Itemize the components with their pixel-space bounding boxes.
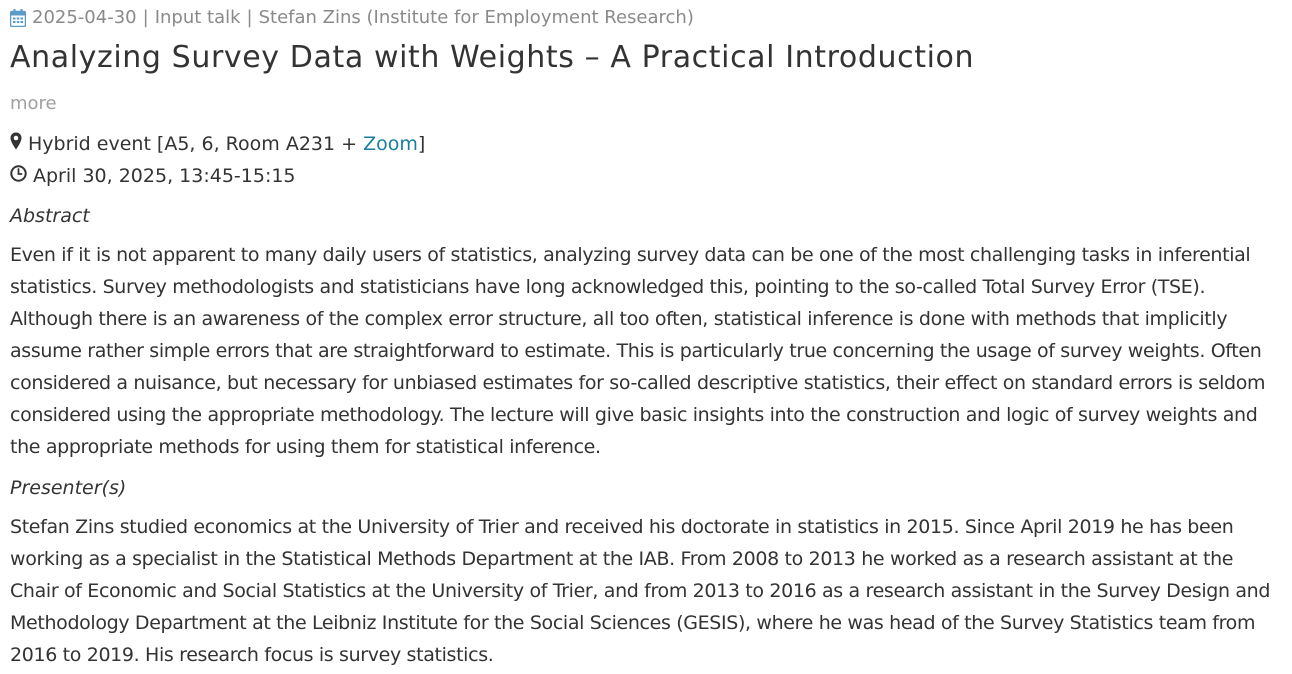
event-location: [10, 131, 425, 157]
location-text: Hybrid event [A5, 6, Room A231 +: [28, 133, 364, 155]
event-title: Analyzing Survey Data with Weights – A Practical Introduction: [10, 40, 975, 75]
more-toggle[interactable]: more: [10, 93, 57, 114]
datetime-text: April 30, 2025, 13:45-15:15: [33, 165, 296, 187]
event-datetime: [10, 163, 296, 189]
meta-separator: |: [246, 7, 253, 28]
event-date: 2025-04-30: [32, 7, 137, 28]
abstract-text: Even if it is not apparent to many daily users of statistics, analyzing survey data can be one of the most challenging tasks in inferential statistics. Survey methodologists and statisticians have long acknowledged this, pointing to the so-called Total Survey Error (TSE). Although there is an awareness of the complex error structure, all too often, statistical inference is done with methods that implicitly assume rather simple errors that are straightforward to estimate. This is particularly true concerning the usage of survey weights. Often considered a nuisance, but necessary for unbiased estimates for so-called descriptive statistics, their effect on standard errors is seldom considered using the appropriate methodology. The lecture will give basic insights into the construction and logic of survey weights and the appropriate methods for using them for statistical inference.: [10, 244, 1266, 458]
abstract-label: Abstract: [10, 205, 90, 227]
event-speaker: Stefan Zins (Institute for Employment Research): [258, 7, 694, 28]
zoom-link[interactable]: Zoom: [363, 133, 418, 155]
event-type: Input talk: [154, 7, 241, 28]
event-meta: [10, 6, 694, 30]
calendar-icon: [10, 9, 26, 27]
map-marker-icon: [10, 131, 22, 157]
location-suffix: ]: [417, 133, 426, 155]
presenter-text: Stefan Zins studied economics at the University of Trier and received his doctorate in statistics in 2015. Since April 2019 he has been working as a specialist in the Statistical Methods Department at the IAB. From 2008 to 2013 he worked as a research assistant at the Chair of Economic and Social Statistics at the University of Trier, and from 2013 to 2016 as a research assistant in the Survey Design and Methodology Department at the Leibniz Institute for the Social Sciences (GESIS), where he was head of the Survey Statistics team from 2016 to 2019. His research focus is survey statistics.: [10, 516, 1271, 666]
meta-separator: |: [142, 7, 149, 28]
presenter-label: Presenter(s): [10, 477, 127, 499]
clock-icon: [10, 163, 27, 189]
